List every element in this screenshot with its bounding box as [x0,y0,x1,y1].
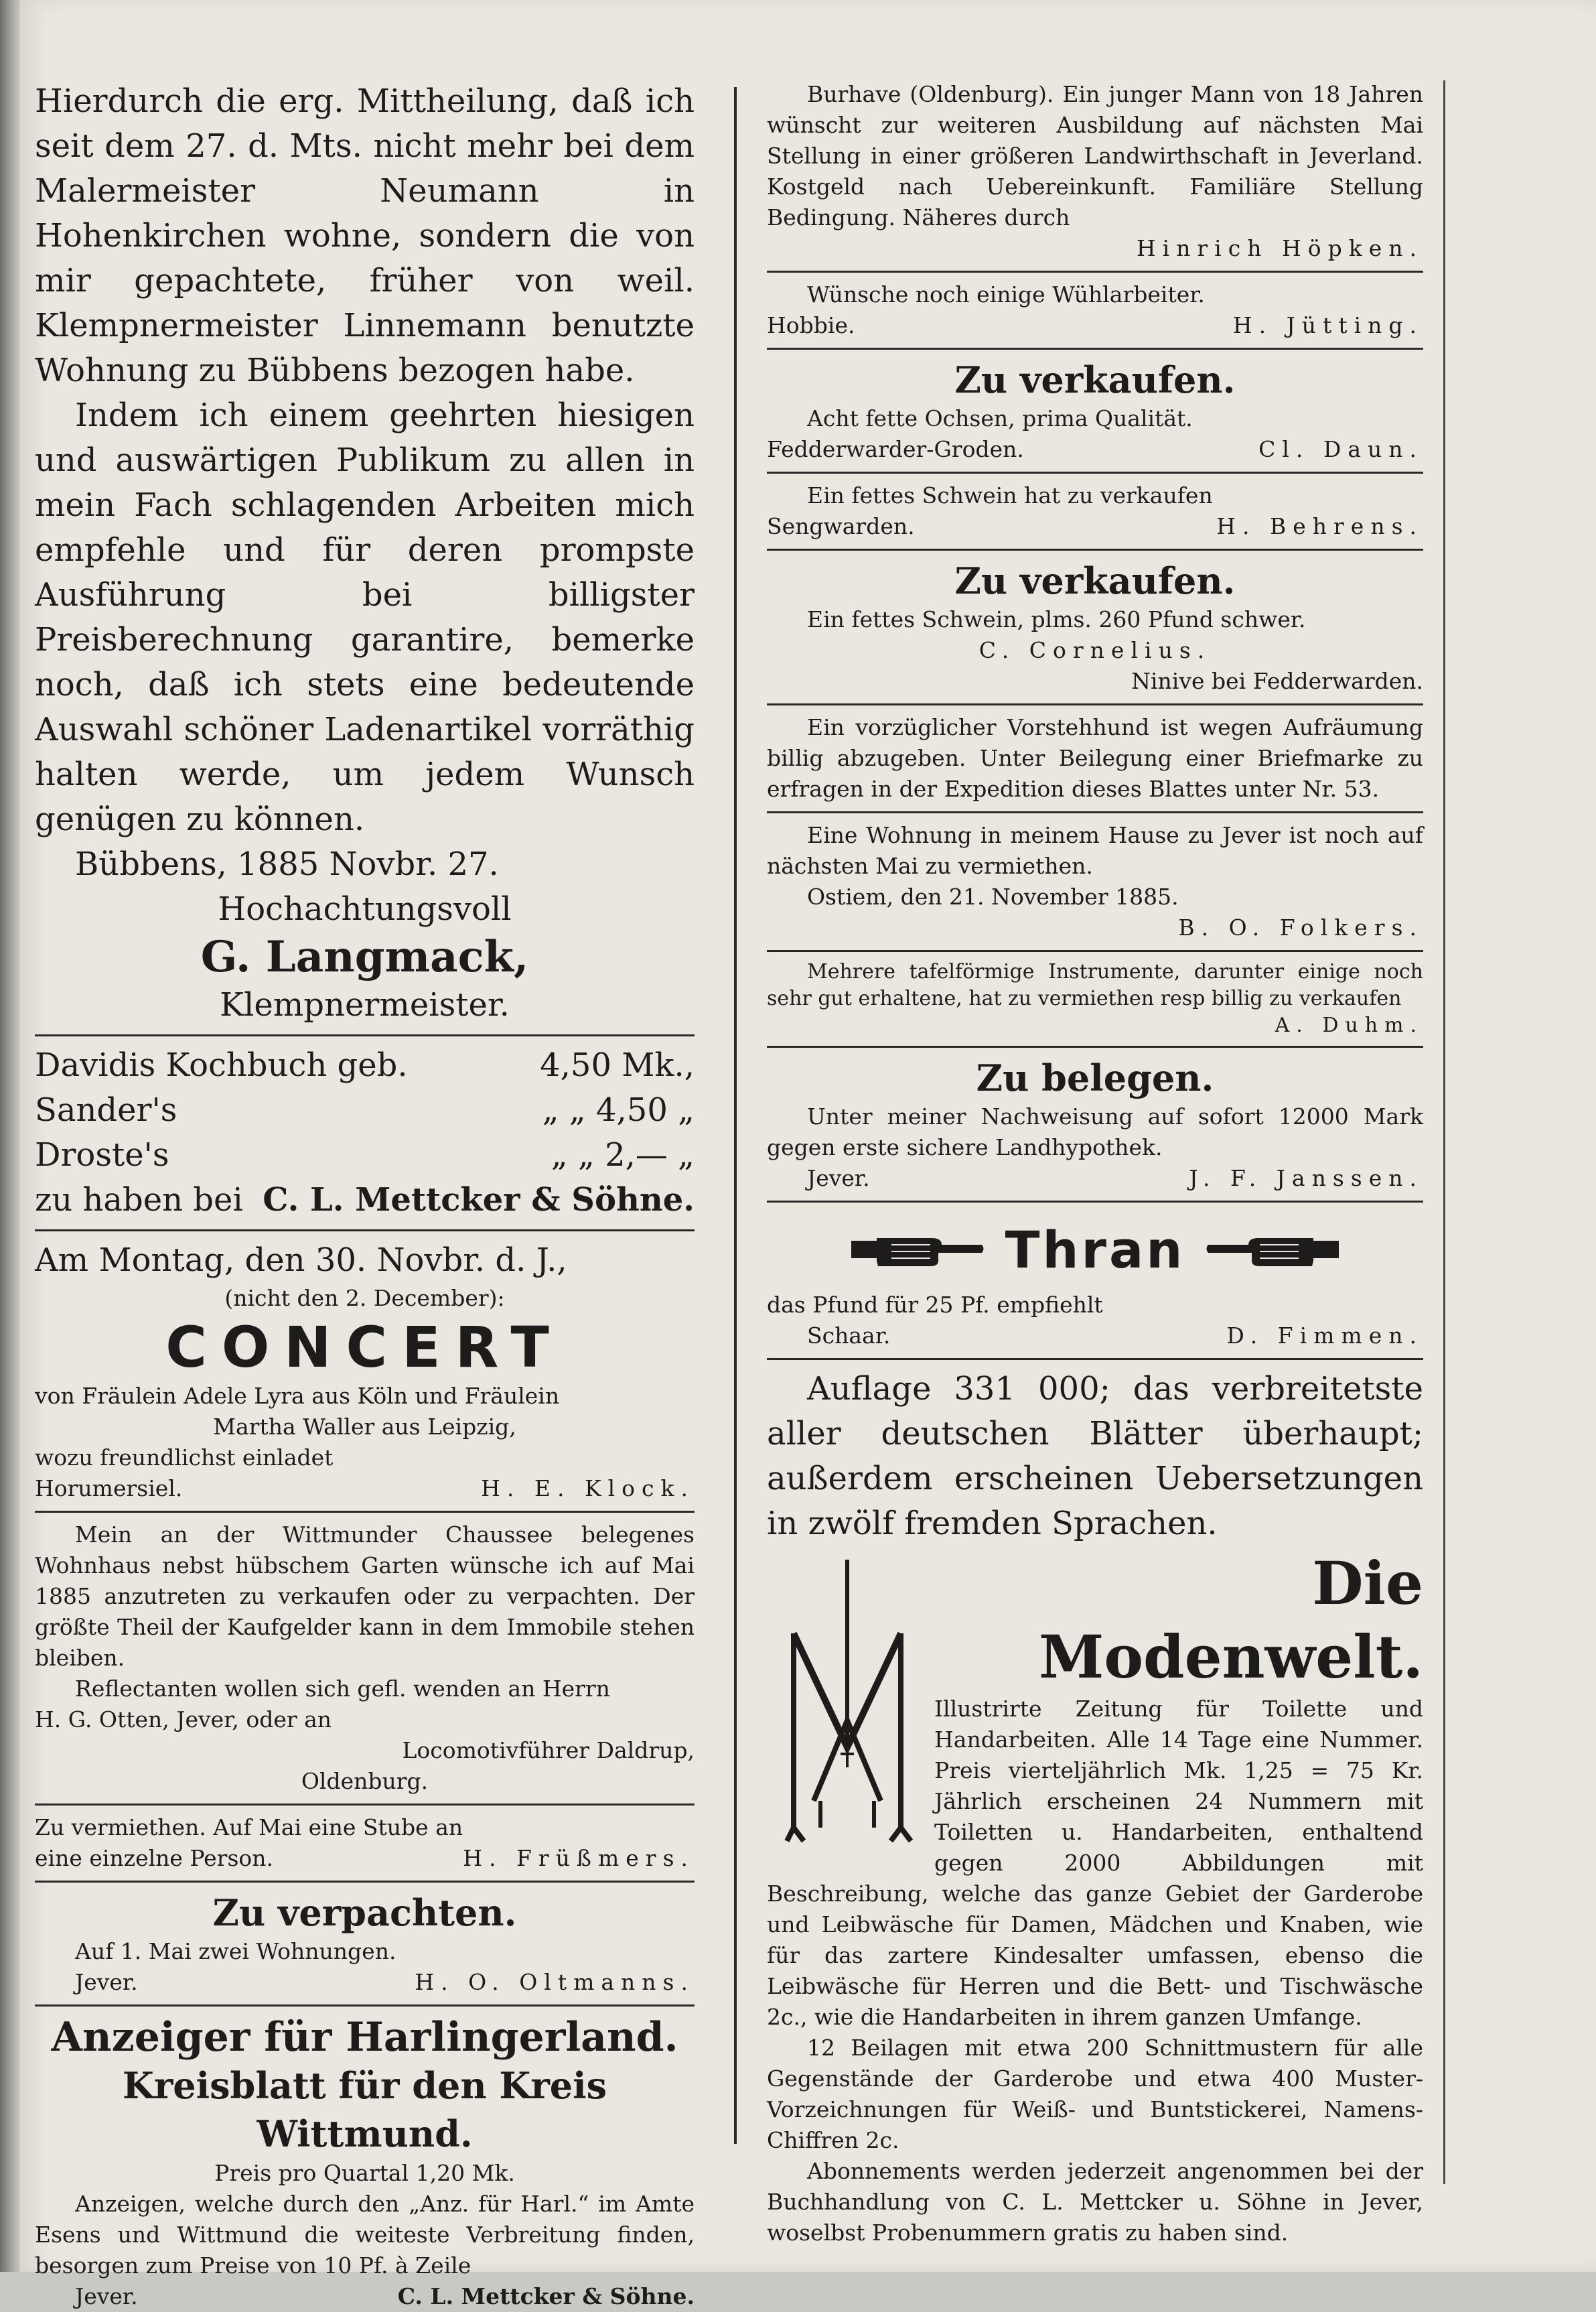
cookbook-name: Droste's [35,1136,169,1174]
divider [35,1229,695,1231]
cookbook-row [35,1133,695,1178]
verpachten-row [35,1967,695,1998]
pointing-hand-right-icon [851,1226,985,1273]
cookbook-name: Sander's [35,1091,177,1129]
concert-date: Am Montag, den 30. Novbr. d. J., [35,1241,567,1279]
schwein2-name: C. Cornelius. [978,637,1212,663]
concert-title: CONCERT [165,1314,564,1380]
ad-wuehl [767,279,1423,341]
schwein1-text: Ein fettes Schwein hat zu verkaufen [807,482,1213,508]
ad-modenwelt [767,1367,1423,2248]
concert-place: Horumersiel. [35,1475,183,1501]
cookbook-seller: C. L. Mettcker & Söhne. [263,1181,695,1219]
thran-name: D. Fimmen. [1226,1322,1423,1349]
belegen-name: J. F. Janssen. [1189,1165,1423,1191]
wuehl-row [767,310,1423,341]
concert-note: (nicht den 2. December): [224,1285,505,1311]
divider [767,1201,1423,1203]
divider [767,472,1423,474]
anzeiger-text: Anzeigen, welche durch den „Anz. für Harl.“ im Amte Esens und Wittmund die weiteste Verbreitung finden, besorgen zum Preise von 10 Pf. à Zeile [35,2191,695,2279]
vorstehhund-text: Ein vorzüglicher Vorstehhund ist wegen Aufräumung billig abzugeben. Unter Beilegung einer Briefmarke zu erfragen in der Expedition dieses Blattes unter Nr. 53. [767,714,1423,802]
ad-concert [35,1238,695,1504]
cookbook-price: 4,50 Mk., [540,1046,695,1084]
divider [35,1804,695,1806]
concert-signature-row [35,1473,695,1504]
instrumente-name: A. Duhm. [1275,1014,1423,1037]
langmack-paragraph-2: Indem ich einem geehrten hiesigen und auswärtigen Publikum zu allen in mein Fach schlagenden Arbeiten mich empfehle und für deren prompste Ausführung bei billigster Preisberechnung garantire, bemerke noch, daß ich stets eine bedeutende Auswahl schöner Ladenartikel vorräthig halten werde, um jedem Wunsch genügen zu können. [35,397,695,838]
cookbook-seller-prefix: zu haben bei [35,1181,243,1219]
ad-burhave [767,79,1423,264]
vermiethen-line-1: Zu vermiethen. Auf Mai eine Stube an [35,1814,463,1840]
wohnung-place-date: Ostiem, den 21. November 1885. [807,884,1179,910]
modenwelt-abonnement: Abonnements werden jederzeit angenommen bei der Buchhandlung von C. L. Mettcker u. Söhne in Jever, woselbst Probenummern gratis zu haben sind. [767,2158,1423,2246]
divider [767,348,1423,350]
langmack-paragraph-1: Hierdurch die erg. Mittheilung, daß ich seit dem 27. d. Mts. nicht mehr bei dem Malermeister Neumann in Hohenkirchen wohne, sondern die von mir gepachtete, früher von weil. Klempnermeister Linnemann benutzte Wohnung zu Bübbens bezogen habe. [35,82,695,389]
instrumente-text: Mehrere tafelförmige Instrumente, darunter einige noch sehr gut erhaltene, hat zu vermiethen resp billig zu verkaufen [767,960,1423,1010]
thran-text: das Pfund für 25 Pf. empfiehlt [767,1292,1103,1318]
wohnung-name: B. O. Folkers. [1178,914,1423,941]
belegen-row [767,1163,1423,1194]
wohnhaus-contact-2: H. G. Otten, Jever, oder an [35,1706,332,1732]
schwein2-heading: Zu verkaufen. [954,559,1236,602]
left-column [35,79,695,2312]
wohnhaus-contact-1: Reflectanten wollen sich gefl. wenden an Herrn [75,1676,610,1702]
anzeiger-title-1: Anzeiger für Harlingerland. [51,2014,678,2061]
verpachten-place: Jever. [75,1969,138,1995]
concert-line-2: Martha Waller aus Leipzig, [213,1414,516,1440]
modenwelt-headline: Auflage 331 000; das verbreitetste aller deutschen Blätter überhaupt; außerdem erscheinen Uebersetzungen in zwölf fremden Sprachen. [767,1370,1423,1542]
langmack-place-date: Bübbens, 1885 Novbr. 27. [75,845,499,883]
vermiethen-name: H. Früßmers. [463,1845,695,1871]
ad-cookbooks [35,1043,695,1223]
belegen-heading: Zu belegen. [976,1057,1214,1099]
ad-belegen [767,1055,1423,1194]
cookbook-row [35,1088,695,1133]
ad-anzeiger [35,2013,695,2312]
thran-title: Thran [1005,1219,1185,1280]
ad-wohnhaus [35,1519,695,1797]
column-divider [734,87,737,2144]
ad-wohnung [767,820,1423,943]
verpachten-name: H. O. Oltmanns. [415,1969,695,1995]
pointing-hand-left-icon [1205,1226,1339,1273]
divider [767,1046,1423,1048]
divider [767,1358,1423,1360]
ad-vorstehhund [767,712,1423,805]
cookbook-name: Davidis Kochbuch geb. [35,1046,408,1084]
divider [767,703,1423,705]
ad-vermiethen [35,1812,695,1874]
thran-title-row [767,1209,1423,1290]
cookbook-price: „ „ 2,— „ [551,1136,695,1174]
ochsen-text: Acht fette Ochsen, prima Qualität. [807,405,1193,431]
schwein1-row [767,511,1423,542]
anzeiger-price: Preis pro Quartal 1,20 Mk. [214,2160,515,2186]
verpachten-heading: Zu verpachten. [212,1891,517,1934]
wohnhaus-contact-3: Locomotivführer Daldrup, [402,1737,695,1763]
schwein2-place: Ninive bei Fedderwarden. [1131,668,1423,694]
anzeiger-title-2: Kreisblatt für den Kreis Wittmund. [122,2064,607,2155]
divider [767,271,1423,273]
anzeiger-seller: C. L. Mettcker & Söhne. [397,2283,695,2309]
langmack-title: Klempnermeister. [220,986,510,1024]
right-column [767,79,1423,2248]
belegen-place: Jever. [807,1165,870,1191]
wuehl-place: Hobbie. [767,312,855,338]
ad-verpachten [35,1889,695,1998]
wohnhaus-contact-4: Oldenburg. [301,1768,429,1794]
wuehl-text: Wünsche noch einige Wühlarbeiter. [807,281,1205,308]
langmack-name: G. Langmack, [200,932,529,982]
cookbook-price: „ „ 4,50 „ [542,1091,695,1129]
ad-ochsen [767,356,1423,465]
verpachten-text: Auf 1. Mai zwei Wohnungen. [75,1938,396,1964]
right-border [1443,80,1445,2184]
wuehl-name: H. Jütting. [1232,312,1423,338]
divider [767,811,1423,813]
schwein1-name: H. Behrens. [1216,513,1423,539]
ad-schwein-2 [767,557,1423,697]
ad-schwein-1 [767,480,1423,542]
thran-place: Schaar. [807,1322,891,1349]
book-spine [0,0,20,2272]
anzeiger-place: Jever. [75,2283,138,2309]
divider [35,1881,695,1883]
wohnung-text: Eine Wohnung in meinem Hause zu Jever ist noch auf nächsten Mai zu vermiethen. [767,822,1423,879]
ochsen-heading: Zu verkaufen. [954,358,1236,401]
langmack-greeting: Hochachtungsvoll [218,890,512,928]
modenwelt-logo [767,1546,928,1868]
schwein1-place: Sengwarden. [767,513,915,539]
divider [767,950,1423,952]
divider [35,1034,695,1036]
cookbook-row [35,1043,695,1088]
belegen-text: Unter meiner Nachweisung auf sofort 12000 Mark gegen erste sichere Landhypothek. [767,1103,1423,1160]
concert-host: H. E. Klock. [481,1475,695,1501]
modenwelt-body: Illustrirte Zeitung für Toilette und Handarbeiten. Alle 14 Tage eine Nummer. Preis vierteljährlich Mk. 1,25 = 75 Kr. Jährlich erscheinen 24 Nummern mit Toiletten u. Handarbeiten, enthaltend gegen 2000 Abbildungen mit Beschreibung, welche das ganze Gebiet der Garderobe und Leibwäsche für Damen, Mädchen und Knaben, wie für das zartere Kindesalter umfassen, ebenso die Leibwäsche für Herren und die Bett- und Tischwäsche 2c., wie die Handarbeiten in ihrem ganzen Umfange. [767,1696,1423,2030]
ochsen-place: Fedderwarder-Groden. [767,436,1024,462]
divider [767,549,1423,551]
wohnhaus-text: Mein an der Wittmunder Chaussee belegenes Wohnhaus nebst hübschem Garten wünsche ich auf Mai 1885 anzutreten zu verkaufen oder zu verpachten. Der größte Theil der Kaufgelder kann in dem Immobile stehen bleiben. [35,1521,695,1671]
concert-line-3: wozu freundlichst einladet [35,1444,334,1471]
ad-langmack [35,79,695,1028]
concert-line-1: von Fräulein Adele Lyra aus Köln und Fräulein [35,1383,560,1409]
cookbook-seller-row [35,1178,695,1223]
ad-thran [767,1209,1423,1351]
anzeiger-row [35,2281,695,2312]
modenwelt-beilagen: 12 Beilagen mit etwa 200 Schnittmustern für alle Gegenstände der Garderobe und etwa 400 Muster-Vorzeichnungen für Weiß- und Buntstickerei, Namens-Chiffren 2c. [767,2035,1423,2153]
modenwelt-title: Die Modenwelt. [1038,1548,1423,1692]
schwein2-text: Ein fettes Schwein, plms. 260 Pfund schwer. [807,606,1306,632]
vermiethen-row [35,1843,695,1874]
divider [35,1511,695,1513]
ad-instrumente [767,959,1423,1039]
ochsen-row [767,434,1423,465]
burhave-name: Hinrich Höpken. [1136,235,1423,261]
ochsen-name: Cl. Daun. [1258,436,1423,462]
burhave-text: Burhave (Oldenburg). Ein junger Mann von 18 Jahren wünscht zur weiteren Ausbildung auf nächsten Mai Stellung in einer größeren Landwirthschaft in Jeverland. Kostgeld nach Uebereinkunft. Familiäre Stellung Bedingung. Näheres durch [767,81,1423,230]
thran-row [767,1320,1423,1351]
divider [35,2004,695,2007]
vermiethen-line-2: eine einzelne Person. [35,1845,274,1871]
